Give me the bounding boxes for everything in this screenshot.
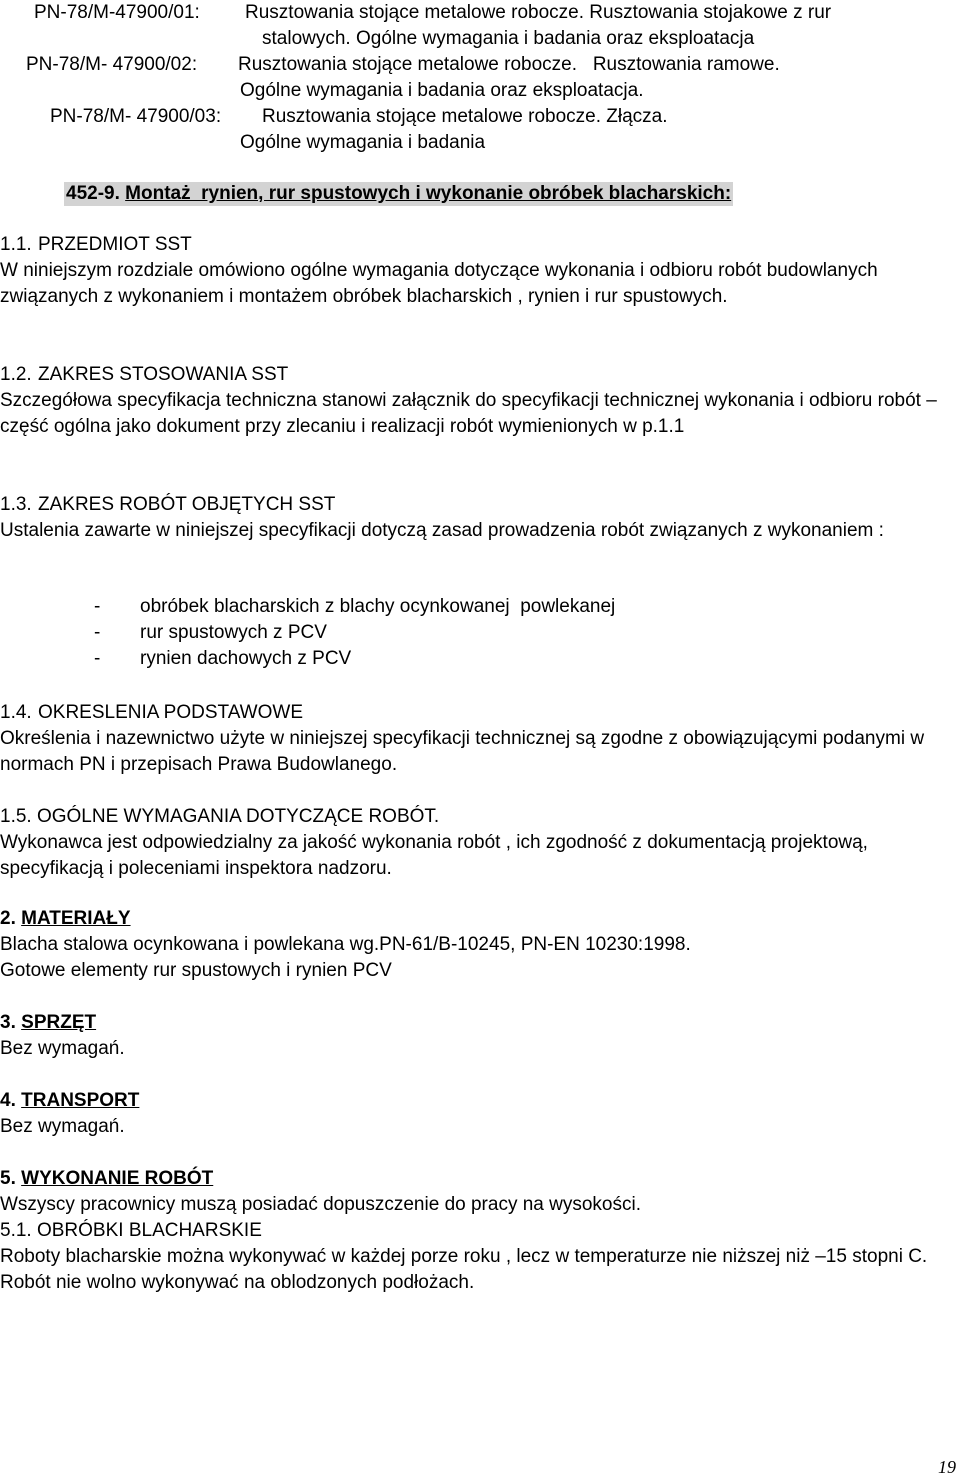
scope-list	[0, 594, 958, 672]
section-1-5	[0, 804, 958, 882]
list-item: - rynien dachowych z PCV	[0, 646, 958, 672]
subsection-heading: 5.1. OBRÓBKI BLACHARSKIE	[0, 1220, 262, 1241]
section-1-3	[0, 492, 958, 544]
standard-title-line: stalowych. Ogólne wymagania i badania oraz eksploatacja	[262, 28, 755, 49]
standard-title-line: Ogólne wymagania i badania	[240, 132, 486, 153]
section-number: 5.	[0, 1168, 16, 1189]
section-heading	[0, 700, 958, 726]
section-title: TRANSPORT	[21, 1090, 140, 1111]
section-5	[0, 1166, 958, 1296]
main-section-heading	[64, 182, 733, 206]
standard-code: PN-78/M- 47900/03:	[50, 106, 222, 127]
section-body: W niniejszym rozdziale omówiono ogólne wymagania dotyczące wykonania i odbioru robót budowlanych związanych z wykonaniem i montażem obróbek blacharskich , rynien i rur spustowych.	[0, 260, 878, 307]
section-heading: 1.5. OGÓLNE WYMAGANIA DOTYCZĄCE ROBÓT.	[0, 806, 440, 827]
section-body: Ustalenia zawarte w niniejszej specyfikacji dotyczą zasad prowadzenia robót związanych z wykonaniem :	[0, 520, 884, 541]
section-body: Określenia i nazewnictwo użyte w niniejszej specyfikacji technicznej są zgodne z obowiązującymi podanymi w normach PN i przepisach Prawa Budowlanego.	[0, 728, 925, 775]
subsection-body: Roboty blacharskie można wykonywać w każdej porze roku , lecz w temperaturze nie niższej niż –15 stopni C. Robót nie wolno wykonywać na oblodzonych podłożach.	[0, 1246, 928, 1293]
section-line: Gotowe elementy rur spustowych i rynien PCV	[0, 960, 392, 981]
page-number: 19	[938, 1457, 956, 1477]
list-item: - obróbek blacharskich z blachy ocynkowanej powlekanej	[0, 594, 958, 620]
section-title: SPRZĘT	[21, 1012, 97, 1033]
section-heading	[0, 1010, 958, 1036]
section-body: Wykonawca jest odpowiedzialny za jakość wykonania robót , ich zgodność z dokumentacją projektową, specyfikacją i poleceniami inspektora nadzoru.	[0, 832, 868, 879]
section-title: WYKONANIE ROBÓT	[21, 1168, 214, 1189]
section-number: 3.	[0, 1012, 16, 1033]
section-heading	[0, 362, 958, 388]
section-title: MATERIAŁY	[21, 908, 131, 929]
standard-code: PN-78/M-47900/01:	[34, 2, 200, 23]
section-number: 1.2.	[0, 364, 32, 385]
list-item-text: obróbek blacharskich z blachy ocynkowanej powlekanej	[140, 596, 616, 617]
section-3	[0, 1010, 958, 1062]
section-body: Bez wymagań.	[0, 1038, 125, 1059]
section-line: Blacha stalowa ocynkowana i powlekana wg.PN-61/B-10245, PN-EN 10230:1998.	[0, 934, 691, 955]
section-heading	[0, 1088, 958, 1114]
standard-title-line: Ogólne wymagania i badania oraz eksploatacja.	[240, 80, 644, 101]
section-number: 2.	[0, 908, 16, 929]
list-item: - rur spustowych z PCV	[0, 620, 958, 646]
list-item-text: rur spustowych z PCV	[140, 622, 327, 643]
main-section-title: Montaż rynien, rur spustowych i wykonanie obróbek blacharskich:	[125, 183, 732, 204]
section-4	[0, 1088, 958, 1140]
main-section-number: 452-9.	[66, 183, 120, 204]
section-heading	[0, 906, 958, 932]
section-1-2	[0, 362, 958, 440]
section-1-1	[0, 232, 958, 310]
section-number: 1.3.	[0, 494, 32, 515]
standard-title-line: Rusztowania stojące metalowe robocze. Rusztowania ramowe.	[238, 54, 780, 75]
standard-title-line: Rusztowania stojące metalowe robocze. Złącza.	[262, 106, 668, 127]
section-title: ZAKRES STOSOWANIA SST	[38, 364, 289, 385]
section-2	[0, 906, 958, 984]
section-body: Szczegółowa specyfikacja techniczna stanowi załącznik do specyfikacji technicznej wykonania i odbioru robót – część ogólna jako dokument przy zlecaniu i realizacji robót wymienionych w p.1.1	[0, 390, 937, 437]
section-number: 4.	[0, 1090, 16, 1111]
section-heading	[0, 232, 958, 258]
section-title: OKRESLENIA PODSTAWOWE	[38, 702, 303, 723]
standard-code: PN-78/M- 47900/02:	[26, 54, 198, 75]
section-heading	[0, 1166, 958, 1192]
list-item-text: rynien dachowych z PCV	[140, 648, 352, 669]
section-heading	[0, 492, 958, 518]
section-1-4	[0, 700, 958, 778]
section-body: Bez wymagań.	[0, 1116, 125, 1137]
section-body: Wszyscy pracownicy muszą posiadać dopuszczenie do pracy na wysokości.	[0, 1194, 641, 1215]
section-number: 1.1.	[0, 234, 32, 255]
section-number: 1.4.	[0, 702, 32, 723]
standard-title-line: Rusztowania stojące metalowe robocze. Rusztowania stojakowe z rur	[245, 2, 832, 23]
section-title: PRZEDMIOT SST	[38, 234, 192, 255]
section-title: ZAKRES ROBÓT OBJĘTYCH SST	[38, 494, 336, 515]
